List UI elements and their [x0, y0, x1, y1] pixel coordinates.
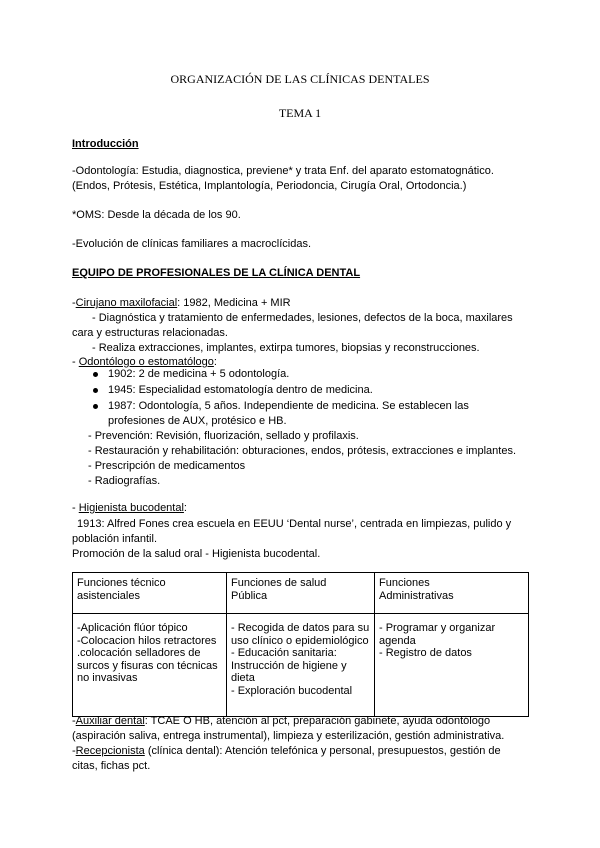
cell-item: - Recogida de datos para su uso clínico o epidemiológico: [231, 622, 370, 647]
auxiliar-line-1: [72, 714, 490, 729]
document-subtitle: TEMA 1: [278, 106, 322, 120]
odontologo-item: - Restauración y rehabilitación: obturaciones, endos, prótesis, extracciones e implantes.: [88, 445, 517, 457]
auxiliar-title: Auxiliar dental: [75, 715, 145, 727]
recepcionista-rest: (clínica dental): Atención telefónica y personal, presupuestos, gestión de: [144, 745, 501, 757]
cell-item: - Registro de datos: [379, 647, 472, 659]
table-header-cell: [73, 573, 227, 614]
recepcionista-title: Recepcionista: [75, 745, 145, 757]
cell-item: - Exploración bucodental: [231, 684, 353, 697]
table-cell: [375, 614, 529, 717]
cell-item: - Educación sanitaria: Instrucción de higiene y dieta: [231, 647, 347, 684]
recepcionista-prefix: -: [72, 745, 76, 757]
cell-item: - Programar y organizar agenda: [379, 622, 496, 647]
intro-line-2: (Endos, Prótesis, Estética, Implantología, Periodoncia, Cirugía Oral, Ortodoncia.): [72, 180, 467, 192]
recepcionista-line-2: citas, fichas pct.: [72, 760, 151, 772]
odontologo-suffix: :: [213, 356, 217, 368]
odontologo-item: - Prescripción de medicamentos: [88, 460, 246, 472]
header-line: Funciones: [379, 577, 430, 589]
auxiliar-prefix: -: [72, 715, 76, 727]
cirujano-line-1: [72, 296, 291, 311]
odontologo-bullet-3-cont: profesiones de AUX, protésico e HB.: [108, 415, 287, 427]
higienista-line-2: población infantil.: [72, 533, 158, 545]
cell-item: -Colocacion hilos retractores: [77, 634, 217, 647]
equipo-heading: EQUIPO DE PROFESIONALES DE LA CLÍNICA DENTAL: [72, 267, 361, 279]
table-cell: [73, 614, 227, 717]
auxiliar-line-2: (aspiración saliva, entrega instrumental), limpieza y esterilización, gestión administrativa.: [72, 730, 505, 742]
odontologo-bullet-3: 1987: Odontología, 5 años. Independiente de medicina. Se establecen las: [108, 400, 469, 412]
table-row: [73, 614, 529, 717]
intro-evolution: -Evolución de clínicas familiares a macroclícidas.: [72, 238, 312, 250]
table-header-cell: [227, 573, 375, 614]
header-line: Administrativas: [379, 589, 454, 602]
cirujano-rest: : 1982, Medicina + MIR: [177, 297, 291, 309]
odontologo-bullet-2: 1945: Especialidad estomatología dentro de medicina.: [108, 384, 373, 396]
intro-oms: *OMS: Desde la década de los 90.: [72, 209, 241, 221]
cirujano-line-4: - Realiza extracciones, implantes, extirpa tumores, biopsias y reconstrucciones.: [92, 342, 480, 354]
document-title: ORGANIZACIÓN DE LAS CLÍNICAS DENTALES: [170, 72, 430, 86]
header-line: Pública: [231, 589, 268, 602]
higienista-suffix: :: [183, 502, 187, 514]
cirujano-prefix: -: [72, 297, 76, 309]
cell-item: .colocación selladores de surcos y fisuras con técnicas no invasivas: [77, 647, 218, 684]
odontologo-prefix: -: [72, 356, 79, 368]
higienista-line: [72, 501, 187, 516]
odontologo-title: Odontólogo o estomatólogo: [78, 356, 214, 368]
bullet-dot-icon: [93, 388, 98, 393]
odontologo-bullet-1: 1902: 2 de medicina + 5 odontología.: [108, 368, 290, 380]
functions-table: [72, 572, 529, 717]
cell-item: -Aplicación flúor tópico: [77, 622, 188, 634]
auxiliar-rest: : TCAE O HB, atención al pct, preparación gabinete, ayuda odontólogo: [144, 715, 491, 727]
higienista-line-1: 1913: Alfred Fones crea escuela en EEUU ‘Dental nurse’, centrada en limpiezas, pulido y: [77, 518, 512, 530]
bullet-dot-icon: [93, 372, 98, 377]
header-line: asistenciales: [77, 589, 140, 602]
intro-line-1: -Odontología: Estudia, diagnostica, previene* y trata Enf. del aparato estomatognático.: [72, 165, 494, 177]
recepcionista-line-1: [72, 744, 501, 759]
cirujano-title: Cirujano maxilofacial: [75, 297, 178, 309]
higienista-line-3: Promoción de la salud oral - Higienista bucodental.: [72, 548, 321, 560]
bullet-dot-icon: [93, 404, 98, 409]
table-header-cell: [375, 573, 529, 614]
cirujano-line-3: cara y estructuras relacionadas.: [72, 327, 228, 339]
intro-heading: Introducción: [72, 138, 139, 150]
header-line: Funciones técnico: [77, 577, 166, 589]
table-cell: [227, 614, 375, 717]
higienista-title: Higienista bucodental: [78, 502, 184, 514]
odontologo-item: - Radiografías.: [88, 475, 161, 487]
header-line: Funciones de salud: [231, 577, 327, 589]
odontologo-item: - Prevención: Revisión, fluorización, sellado y profilaxis.: [88, 430, 359, 442]
cirujano-line-2: - Diagnóstica y tratamiento de enfermedades, lesiones, defectos de la boca, maxilares: [92, 312, 513, 324]
higienista-prefix: -: [72, 502, 79, 514]
table-header-row: [73, 573, 529, 614]
